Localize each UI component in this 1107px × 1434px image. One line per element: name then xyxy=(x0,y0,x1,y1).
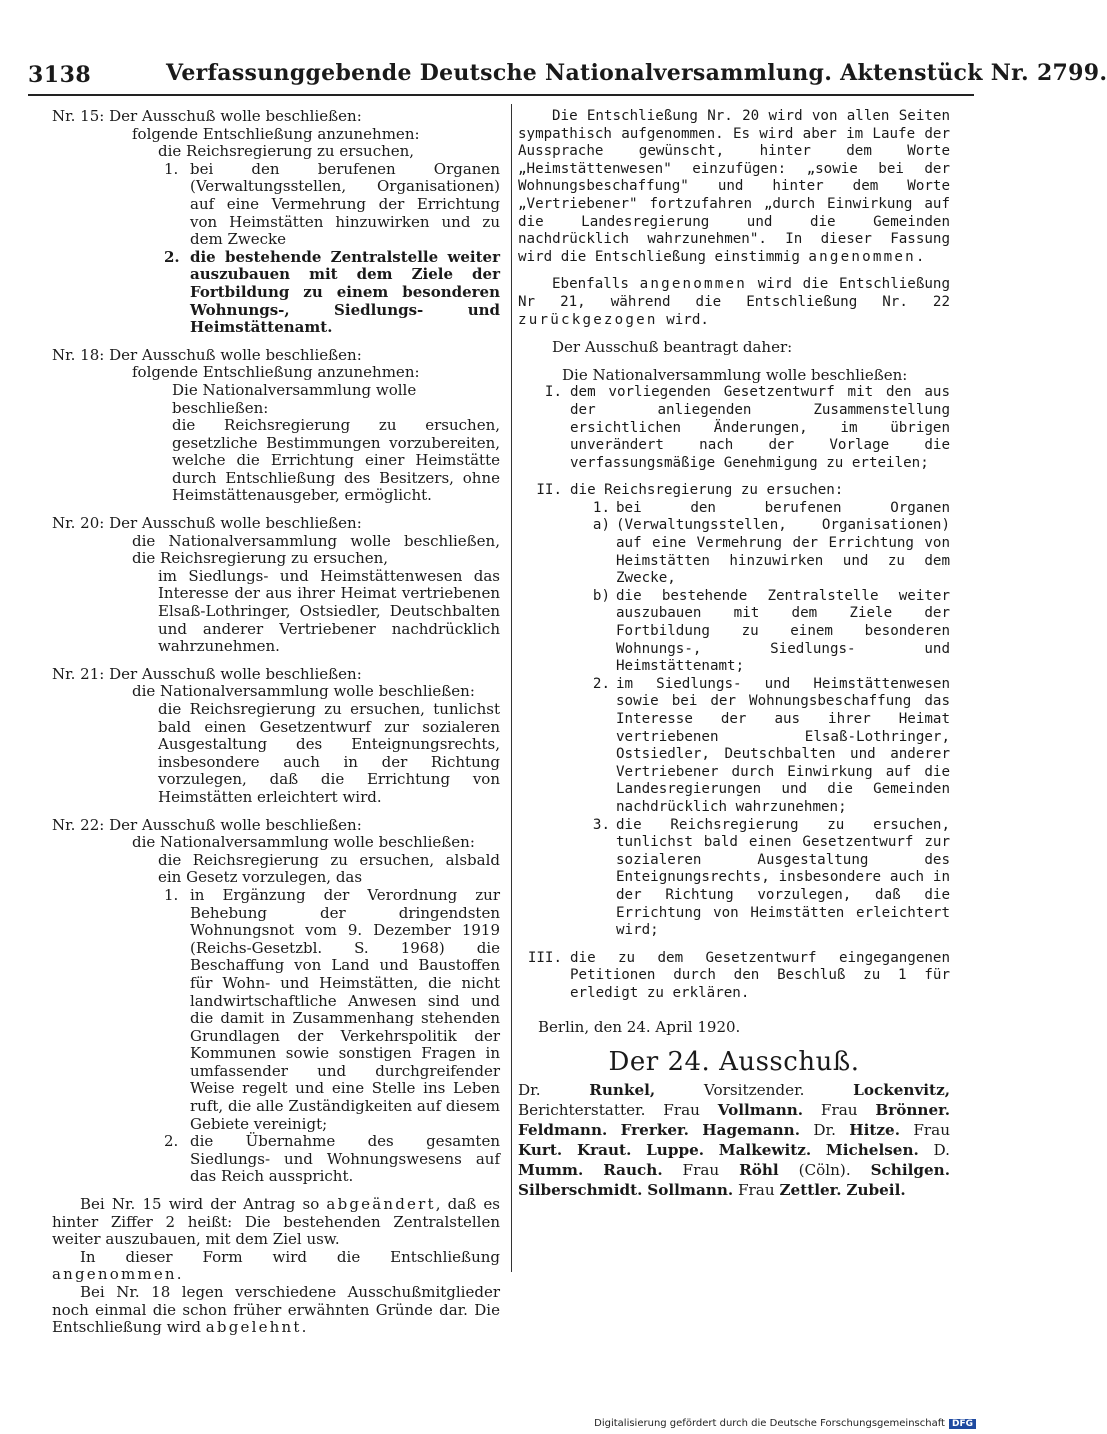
roman-text: dem vorliegenden Gesetzentwurf mit den aus der anliegenden Zusammenstellung ersichtlichen Änderungen, im übrigen unverändert nach der Vorlage die verfassungsmäßige Genehmigung zu erteilen; xyxy=(570,384,950,471)
roman-item xyxy=(518,384,950,472)
nr20-heading: Nr. 20: Der Ausschuß wolle beschließen: xyxy=(52,514,362,533)
paragraph: Die Nationalversammlung wolle beschließen: xyxy=(562,365,908,384)
member-name: Kurt. xyxy=(518,1140,563,1159)
member-text: Berichterstatter. Frau xyxy=(518,1100,718,1119)
member-name: Kraut. xyxy=(576,1140,632,1159)
member-text: Dr. xyxy=(800,1120,850,1139)
nr20-line: die Nationalversammlung wolle beschließen, die Reichsregierung zu ersuchen, xyxy=(132,531,500,568)
member-text: Frau xyxy=(900,1120,950,1139)
member-name: Luppe. xyxy=(646,1140,705,1159)
member-text: Vorsitzender. xyxy=(655,1080,854,1099)
member-text xyxy=(583,1161,603,1179)
sub-item xyxy=(570,500,950,588)
member-text xyxy=(704,1141,719,1159)
member-name: Runkel, xyxy=(589,1080,656,1099)
member-text: Frau xyxy=(733,1180,780,1199)
roman-text: die zu dem Gesetzentwurf eingegangenen Petitionen durch den Beschluß zu 1 für erledigt zu erklären. xyxy=(570,949,950,1001)
dfg-logo: DFG xyxy=(949,1419,976,1429)
member-name: Malkewitz. xyxy=(718,1140,812,1159)
member-name: Zettler. xyxy=(779,1180,842,1199)
sub-text: die bestehende Zentralstelle weiter auszubauen mit dem Ziele der Fortbildung zu einem besonderen Wohnungs-, Siedlungs- und Heimstättenamt; xyxy=(616,587,950,675)
nr18-line: folgende Entschließung anzunehmen: xyxy=(132,363,420,382)
nr21-line: die Nationalversammlung wolle beschließen: xyxy=(132,682,475,701)
nr22-line: die Nationalversammlung wolle beschließen: xyxy=(132,833,475,852)
list-text: die Übernahme des gesamten Siedlungs- und Wohnungswesens auf das Reich ausspricht. xyxy=(190,1132,500,1186)
header-rule xyxy=(28,94,974,96)
paragraph: Der Ausschuß beantragt daher: xyxy=(552,338,793,357)
nr18-line: die Reichsregierung zu ersuchen, gesetzliche Bestimmungen vorzubereiten, welche die Errichtung einer Heimstätte durch Entschließung des Besitzers, ohne Heimstättenausgeber, ermöglicht. xyxy=(172,416,500,505)
sub-item xyxy=(570,817,950,940)
roman-number: I. xyxy=(544,384,562,401)
nr18-line: Die Nationalversammlung wolle beschließen: xyxy=(172,380,417,417)
member-text: (Cöln). xyxy=(778,1160,871,1179)
member-name: Sollmann. xyxy=(647,1180,734,1199)
list-text: in Ergänzung der Verordnung zur Behebung der dringendsten Wohnungsnot vom 9. Dezember 1919 (Reichs-Gesetzbl. S. 1968) die Beschaffung von Land und Baustoffen für Wohn- und Heimstätten, die nicht landwirtschaftliche Anwesen sind und die damit in Zusammenhang stehenden Grundlagen der Verkehrspolitik der Kommunen sowie sonstigen Fragen in umfassender und durchgreifender Weise regelt und eine Stelle ins Leben ruft, die alle Zuständigkeiten auf diesem Gebiete vereinigt; xyxy=(190,885,500,1133)
member-name: Feldmann. xyxy=(518,1120,608,1139)
list-number: 2. xyxy=(164,247,180,266)
sub-text: die Reichsregierung zu ersuchen, tunlichst bald einen Gesetzentwurf zur sozialeren Ausgestaltung des Enteignungsrechts, insbesondere auch in der Richtung vorzulegen, daß die Errichtung von Heimstätten erleichtert wird; xyxy=(616,816,950,939)
paragraph: Die Entschließung Nr. 20 wird von allen Seiten sympathisch aufgenommen. Es wird aber im Laufe der Aussprache gewünscht, hinter dem Worte „Heimstättenwesen" einzufügen: „sowie bei der Wohnungsbeschaffung" und hinter dem Worte „Vertriebener" fortzufahren „durch Einwirkung auf die Landesregierung und die Gemeinden nachdrücklich wahrzunehmen". In dieser Fassung wird die Entschließung einstimmig angenommen. xyxy=(518,108,950,265)
nr18-heading: Nr. 18: Der Ausschuß wolle beschließen: xyxy=(52,345,362,364)
member-text xyxy=(811,1141,826,1159)
list-number: 2. xyxy=(164,1132,179,1151)
nr15-heading: Nr. 15: Der Ausschuß wolle beschließen: xyxy=(52,107,362,125)
sub-number: 1. a) xyxy=(592,499,610,534)
right-column xyxy=(518,108,950,1200)
nr15-line: die Reichsregierung zu ersuchen, xyxy=(158,142,415,161)
paragraph: Ebenfalls angenommen wird die Entschließung Nr 21, während die Entschließung Nr. 22 zurückgezogen wird. xyxy=(518,276,950,328)
sub-item xyxy=(570,676,950,817)
footer-text: Digitalisierung gefördert durch die Deutsche Forschungsgemeinschaft xyxy=(594,1418,945,1429)
nr22-line: die Reichsregierung zu ersuchen, alsbald ein Gesetz vorzulegen, das xyxy=(158,850,500,887)
sub-text: bei den berufenen Organen (Verwaltungsstellen, Organisationen) auf eine Vermehrung der Errichtung von Heimstätten hinzuwirken und zu dem Zwecke, xyxy=(616,499,950,587)
roman-item xyxy=(518,482,950,500)
member-text: Frau xyxy=(803,1100,876,1119)
nr21-line: die Reichsregierung zu ersuchen, tunlichst bald einen Gesetzentwurf zur sozialeren Ausgestaltung des Enteignungsrechts, insbesondere auch in der Richtung vorzulegen, daß die Errichtung von Heimstätten erleichtert wird. xyxy=(158,700,500,806)
sub-number: 3. xyxy=(592,816,610,833)
paragraph: Bei Nr. 15 wird der Antrag so abgeändert, daß es hinter Ziffer 2 heißt: Die bestehenden Zentralstellen weiter auszubauen, mit dem Ziel usw. xyxy=(52,1195,500,1249)
sub-item xyxy=(570,588,950,676)
list-number: 1. xyxy=(164,159,179,178)
nr21-heading: Nr. 21: Der Ausschuß wolle beschließen: xyxy=(52,664,362,683)
roman-number: II. xyxy=(536,482,562,499)
roman-number: III. xyxy=(527,949,562,966)
member-name: Hitze. xyxy=(849,1120,901,1139)
date-line: Berlin, den 24. April 1920. xyxy=(538,1017,741,1036)
nr20-line: im Siedlungs- und Heimstättenwesen das Interesse der aus ihrer Heimat vertriebenen Elsaß-Lothringer, Ostsiedler, Deutschbalten und anderer Vertriebener nachdrücklich wahrzunehmen. xyxy=(158,566,500,656)
list-text: die bestehende Zentralstelle weiter auszubauen mit dem Ziele der Fortbildung zu einem besonderen Wohnungs-, Siedlungs- und Heimstättenamt. xyxy=(190,247,500,337)
list-item xyxy=(52,887,500,1133)
footer-credit xyxy=(594,1418,976,1429)
member-name: Zubeil. xyxy=(846,1180,906,1199)
paragraph: Bei Nr. 18 legen verschiedene Ausschußmitglieder noch einmal die schon früher erwähnten Gründe dar. Die Entschließung wird abgelehnt. xyxy=(52,1283,500,1337)
list-item xyxy=(52,249,500,337)
roman-item xyxy=(518,950,950,1003)
member-name: Röhl xyxy=(739,1160,779,1179)
member-text: Frau xyxy=(662,1160,740,1179)
list-item xyxy=(52,1133,500,1186)
roman-text: die Reichsregierung zu ersuchen: xyxy=(570,482,844,499)
member-text xyxy=(607,1121,620,1139)
member-name: Vollmann. xyxy=(717,1100,804,1119)
sub-text: im Siedlungs- und Heimstättenwesen sowie bei der Wohnungsbeschaffung das Interesse der aus ihrer Heimat vertriebenen Elsaß-Lothringer, Ostsiedler, Deutschbalten und anderer Vertriebener durch Einwirkung auf die Landesregierungen und die Gemeinden nachdrücklich wahrzunehmen; xyxy=(616,675,950,815)
member-text: D. xyxy=(918,1140,950,1159)
list-text: bei den berufenen Organen (Verwaltungsstellen, Organisationen) auf eine Vermehrung der Errichtung von Heimstätten hinzuwirken und zu dem Zwecke xyxy=(190,159,500,249)
member-text xyxy=(562,1141,577,1159)
member-list xyxy=(518,1080,950,1200)
member-name: Schilgen. xyxy=(870,1160,950,1179)
member-name: Michelsen. xyxy=(825,1140,919,1159)
column-divider xyxy=(511,104,512,1272)
list-number: 1. xyxy=(164,885,179,904)
member-name: Mumm. xyxy=(518,1160,584,1179)
left-column xyxy=(52,108,500,1337)
member-text xyxy=(631,1141,646,1159)
page-number: 3138 xyxy=(28,62,92,88)
member-name: Rauch. xyxy=(603,1160,663,1179)
member-name: Lockenvitz, xyxy=(853,1080,950,1099)
paragraph: In dieser Form wird die Entschließung angenommen. xyxy=(52,1247,500,1284)
nr15-line: folgende Entschließung anzunehmen: xyxy=(132,124,420,143)
sub-number: b) xyxy=(592,587,610,604)
member-name: Brönner. xyxy=(875,1100,950,1119)
sub-number: 2. xyxy=(592,675,610,692)
running-title: Verfassunggebende Deutsche Nationalversammlung. Aktenstück Nr. 2799. xyxy=(166,60,1107,86)
member-name: Silberschmidt. xyxy=(518,1180,643,1199)
member-text xyxy=(689,1121,702,1139)
list-item xyxy=(52,161,500,249)
member-name: Hagemann. xyxy=(702,1120,801,1139)
committee-heading: Der 24. Ausschuß. xyxy=(608,1047,860,1078)
member-text: Dr. xyxy=(518,1080,590,1099)
nr22-heading: Nr. 22: Der Ausschuß wolle beschließen: xyxy=(52,815,362,834)
member-name: Frerker. xyxy=(620,1120,689,1139)
